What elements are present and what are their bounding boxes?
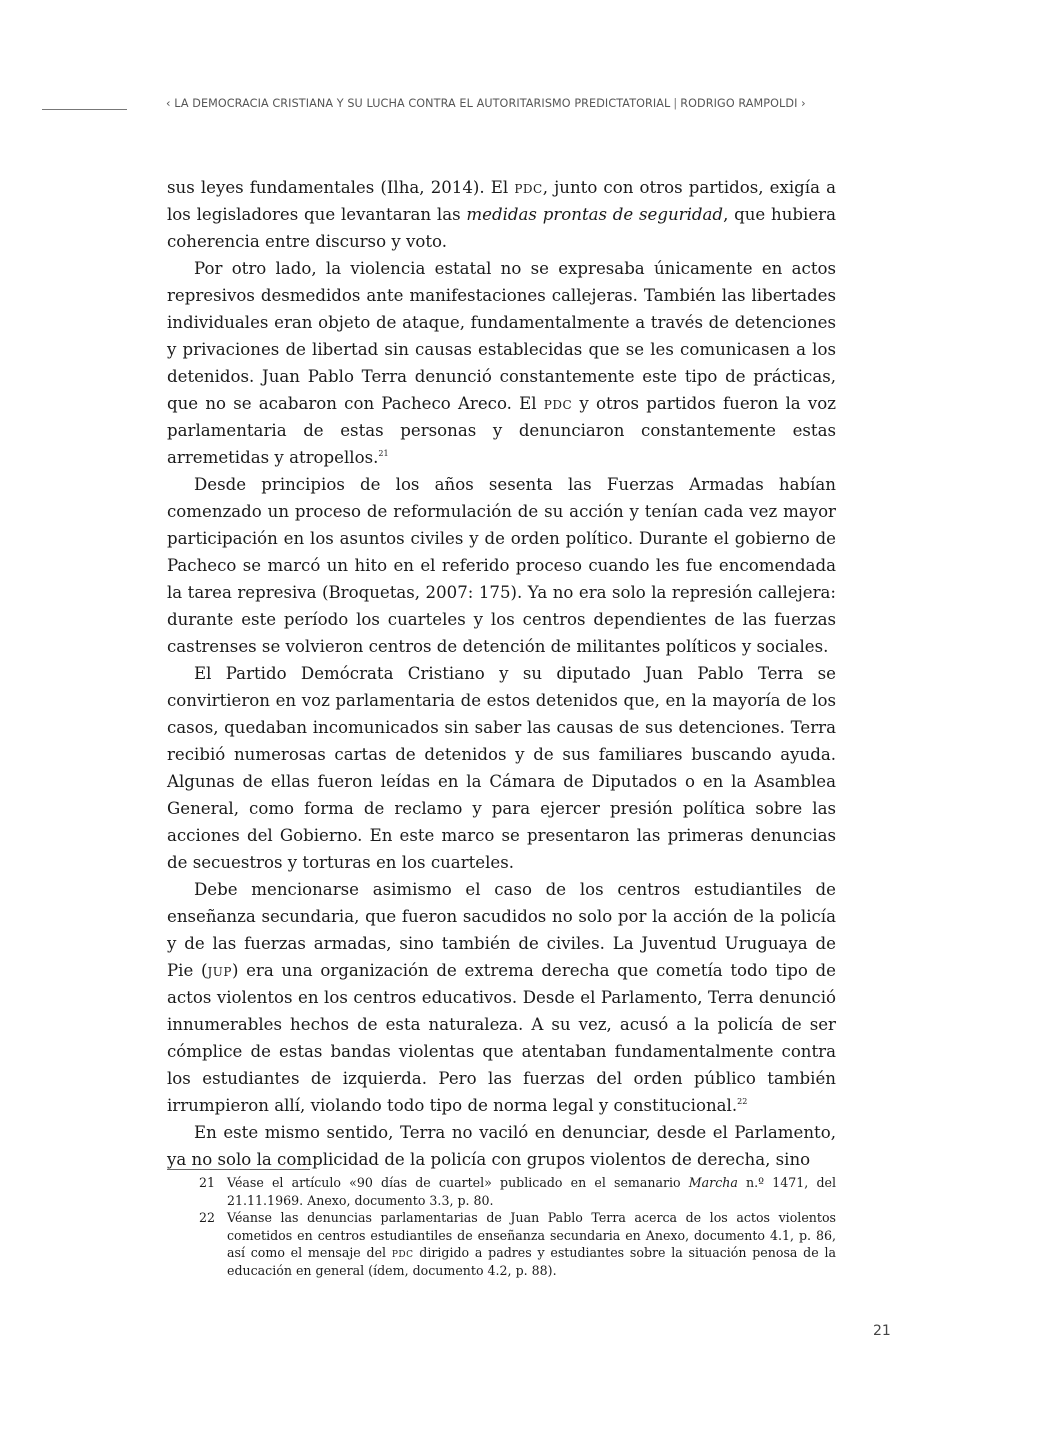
paragraph-2: Por otro lado, la violencia estatal no se expresaba únicamente en actos represivos desmedidos ante manifestaciones callejeras. También las libertades individuales eran objeto de ataque, fundamentalmente a través de detenciones y privaciones de libertad sin causas establecidas que se les comunicasen a los detenidos. Juan Pablo Terra denunció constantemente este tipo de prácticas, que no se acabaron con Pacheco Areco. El pdc y otros partidos fueron la voz parlamentaria de estas personas y denunciaron constantemente estas arremetidas y atropellos.$^{21}$: [167, 259, 836, 467]
footnote-text: Véanse las denuncias parlamentarias de Juan Pablo Terra acerca de los actos violentos cometidos en centros estudiantiles de enseñanza secundaria en Anexo, documento 4.1, p. 86, así como el mensaje del pdc dirigido a padres y estudiantes sobre la situación penosa de la educación en general (ídem, documento 4.2, p. 88).: [227, 1210, 836, 1278]
footnote-number: 22: [199, 1210, 216, 1225]
running-head: [166, 97, 806, 110]
running-head-title: LA DEMOCRACIA CRISTIANA Y SU LUCHA CONTRA EL AUTORITARISMO PREDICTATORIAL: [174, 97, 671, 110]
footnote-rule: [167, 1169, 310, 1170]
running-head-close: ›: [801, 97, 806, 110]
paragraph-6: En este mismo sentido, Terra no vaciló en denunciar, desde el Parlamento, ya no solo la complicidad de la policía con grupos violentos de derecha, sino: [167, 1123, 836, 1169]
footnotes: [167, 1174, 836, 1279]
footnote-ref-21[interactable]: 21: [378, 449, 389, 458]
paragraph-4: El Partido Demócrata Cristiano y su diputado Juan Pablo Terra se convirtieron en voz parlamentaria de estos detenidos que, en la mayoría de los casos, quedaban incomunicados sin saber las causas de sus detenciones. Terra recibió numerosas cartas de detenidos y de sus familiares buscando ayuda. Algunas de ellas fueron leídas en la Cámara de Diputados o en la Asamblea General, como forma de reclamo y para ejercer presión política sobre las acciones del Gobierno. En este marco se presentaron las primeras denuncias de secuestros y torturas en los cuarteles.: [167, 664, 836, 872]
footnote-text: Véase el artículo «90 días de cuartel» publicado en el semanario Marcha n.º 1471, del 21.11.1969. Anexo, documento 3.3, p. 80.: [227, 1175, 836, 1208]
paragraph-5: Debe mencionarse asimismo el caso de los centros estudiantiles de enseñanza secundaria, que fueron sacudidos no solo por la acción de la policía y de las fuerzas armadas, sino también de civiles. La Juventud Uruguaya de Pie (jup) era una organización de extrema derecha que cometía todo tipo de actos violentos en los centros educativos. Desde el Parlamento, Terra denunció innumerables hechos de esta naturaleza. A su vez, acusó a la policía de ser cómplice de estas bandas violentas que atentaban fundamentalmente contra los estudiantes de izquierda. Pero las fuerzas del orden público también irrumpieron allí, violando todo tipo de norma legal y constitucional.$^{22}$: [167, 880, 836, 1115]
footnote-22: [167, 1209, 836, 1279]
footnote-ref-22[interactable]: 22: [737, 1097, 748, 1106]
paragraph-1: sus leyes fundamentales (Ilha, 2014). El pdc, junto con otros partidos, exigía a los legisladores que levantaran las medidas prontas de seguridad, que hubiera coherencia entre discurso y voto.: [167, 178, 836, 251]
footnote-21: [167, 1174, 836, 1209]
paragraph-3: Desde principios de los años sesenta las Fuerzas Armadas habían comenzado un proceso de reformulación de su acción y tenían cada vez mayor participación en los asuntos civiles y de orden político. Durante el gobierno de Pacheco se marcó un hito en el referido proceso cuando les fue encomendada la tarea represiva (Broquetas, 2007: 175). Ya no era solo la represión callejera: durante este período los cuarteles y los centros dependientes de las fuerzas castrenses se volvieron centros de detención de militantes políticos y sociales.: [167, 475, 836, 656]
running-head-author: RODRIGO RAMPOLDI: [680, 97, 798, 110]
italic-term: medidas prontas de seguridad: [466, 205, 724, 224]
header-rule: [42, 109, 127, 110]
running-head-open: ‹: [166, 97, 171, 110]
page-number: 21: [873, 1323, 891, 1339]
running-head-separator: |: [673, 97, 678, 110]
footnote-number: 21: [199, 1175, 216, 1190]
acronym: jup: [207, 961, 232, 980]
acronym: pdc: [514, 178, 543, 197]
body-text: [167, 174, 836, 1173]
acronym: pdc: [543, 394, 573, 413]
